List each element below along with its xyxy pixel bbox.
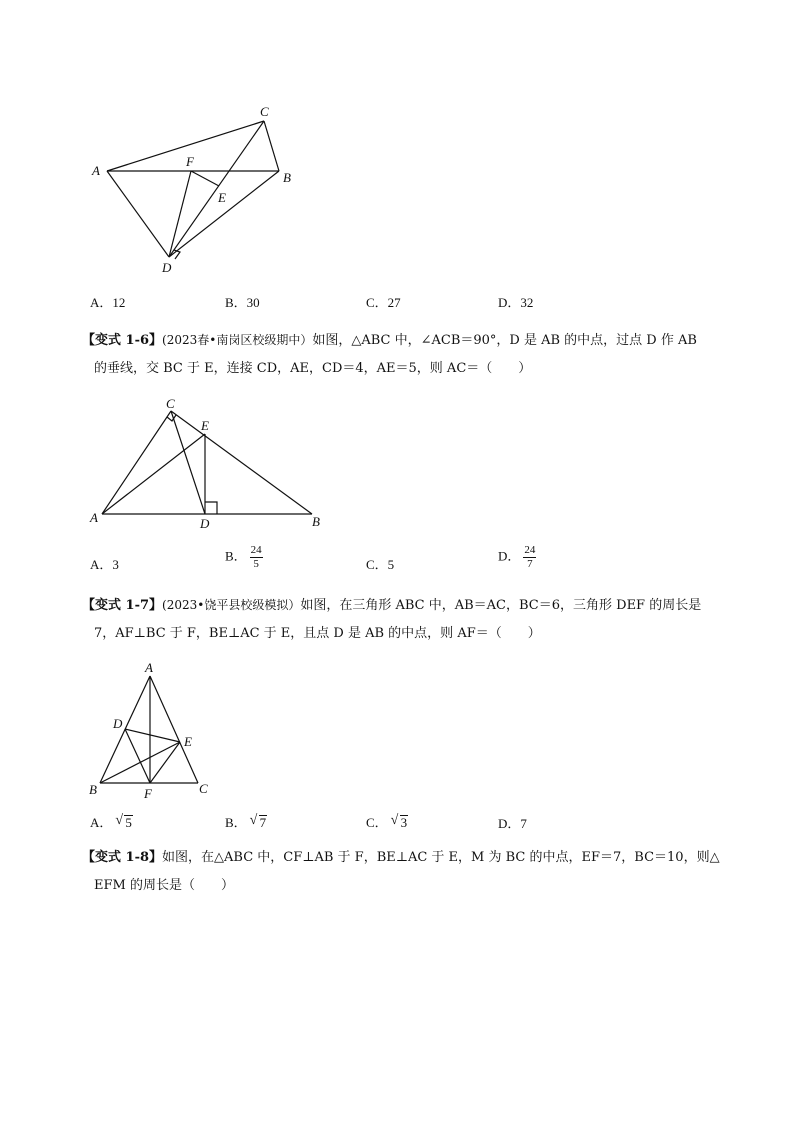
sqrt-icon: √ (390, 813, 399, 828)
problem-1-6 (82, 326, 722, 383)
option-b-prefix: B． (225, 815, 247, 830)
sqrt-3 (391, 815, 409, 831)
label-c: C (199, 781, 208, 796)
segment-cb (171, 411, 312, 514)
option-a-prefix: A． (90, 815, 113, 830)
problem-text-line1: 如图，在三角形 ABC 中，AB＝AC，BC＝6，三角形 DEF 的周长是 (300, 598, 702, 613)
problem-1-8 (82, 844, 722, 900)
segment-db (169, 171, 279, 257)
sqrt-5 (115, 815, 133, 831)
label-c: C (166, 396, 175, 411)
radicand: 7 (259, 815, 267, 830)
segment-cd (171, 411, 205, 514)
segment-df (169, 171, 191, 257)
problem-text-line2: EFM 的周长是（ ） (94, 878, 234, 893)
segment-cb (264, 121, 279, 171)
label-b: B (283, 170, 291, 185)
label-a: A (90, 510, 98, 525)
fraction-denominator: 5 (253, 558, 259, 570)
figure-quadrilateral-acbd (80, 100, 310, 280)
segment-fe (150, 742, 180, 783)
segment-df (125, 729, 150, 783)
label-f: F (144, 786, 152, 801)
problem-text-line1: 如图，在△ABC 中，CF⊥AB 于 F，BE⊥AC 于 E，M 为 BC 的中点，EF＝7，BC＝10，则△ (162, 850, 720, 865)
segment-ae (102, 434, 205, 514)
label-f: F (186, 154, 194, 169)
label-b: B (312, 514, 320, 529)
problem-text-line2: 7，AF⊥BC 于 F，BE⊥AC 于 E，且点 D 是 AB 的中点，则 AF＝（ ） (94, 626, 541, 641)
label-b: B (89, 782, 97, 797)
problem-text-line2: 的垂线，交 BC 于 E，连接 CD，AE，CD＝4，AE＝5，则 AC＝（ ） (94, 361, 532, 376)
option-d-prefix: D． (498, 548, 521, 564)
option-c[interactable]: C．5 (366, 557, 395, 572)
problem-text-line1: 如图，△ABC 中，∠ACB＝90°，D 是 AB 的中点，过点 D 作 AB (312, 333, 697, 348)
option-a[interactable]: A．3 (90, 557, 119, 572)
radicand: 5 (125, 815, 132, 830)
label-a: A (145, 660, 153, 675)
option-d[interactable] (498, 544, 536, 571)
figure-right-triangle-abc (80, 394, 340, 534)
fraction-24-7 (523, 544, 536, 571)
problem-1-7 (82, 591, 722, 648)
option-c[interactable]: C．27 (366, 295, 401, 310)
problem-tag: 【变式 1-8】 (82, 850, 163, 865)
label-e: E (201, 418, 209, 433)
label-d: D (200, 516, 210, 531)
segment-de (125, 729, 180, 742)
option-b-prefix: B． (225, 548, 247, 564)
label-a: A (92, 163, 100, 178)
option-d[interactable]: D．32 (498, 295, 534, 310)
fraction-24-5 (250, 544, 263, 571)
problem-tag: 【变式 1-7】 (82, 598, 163, 613)
right-angle-mark-d (174, 250, 180, 259)
fraction-numerator: 24 (524, 544, 536, 556)
segment-ac (150, 676, 198, 783)
label-e: E (218, 190, 226, 205)
option-a[interactable] (90, 812, 133, 831)
option-a[interactable]: A．12 (90, 295, 126, 310)
radicand: 3 (400, 815, 408, 830)
fraction-numerator: 24 (250, 544, 262, 556)
segment-dc (169, 121, 264, 257)
segment-ac (102, 411, 171, 514)
segment-ad (107, 171, 169, 257)
option-c-prefix: C． (366, 815, 388, 830)
sqrt-icon: √ (249, 813, 258, 828)
sqrt-icon: √ (115, 813, 124, 828)
fraction-denominator: 7 (527, 558, 533, 570)
label-d: D (113, 716, 123, 731)
figure-isosceles-triangle-abc (80, 656, 230, 806)
problem-source: (2023春•南岗区校级期中） (162, 333, 313, 347)
label-c: C (260, 104, 269, 119)
problem-tag: 【变式 1-6】 (82, 333, 163, 348)
problem-source: (2023•饶平县校级模拟） (162, 598, 301, 612)
sqrt-7 (250, 815, 268, 831)
option-c[interactable] (366, 812, 408, 831)
option-b[interactable] (225, 544, 263, 571)
option-b[interactable] (225, 812, 267, 831)
right-angle-mark-d (205, 502, 217, 514)
label-e: E (184, 734, 192, 749)
segment-fe (191, 171, 219, 186)
option-b[interactable]: B．30 (225, 295, 260, 310)
label-d: D (162, 260, 172, 275)
option-d[interactable]: D．7 (498, 816, 527, 831)
